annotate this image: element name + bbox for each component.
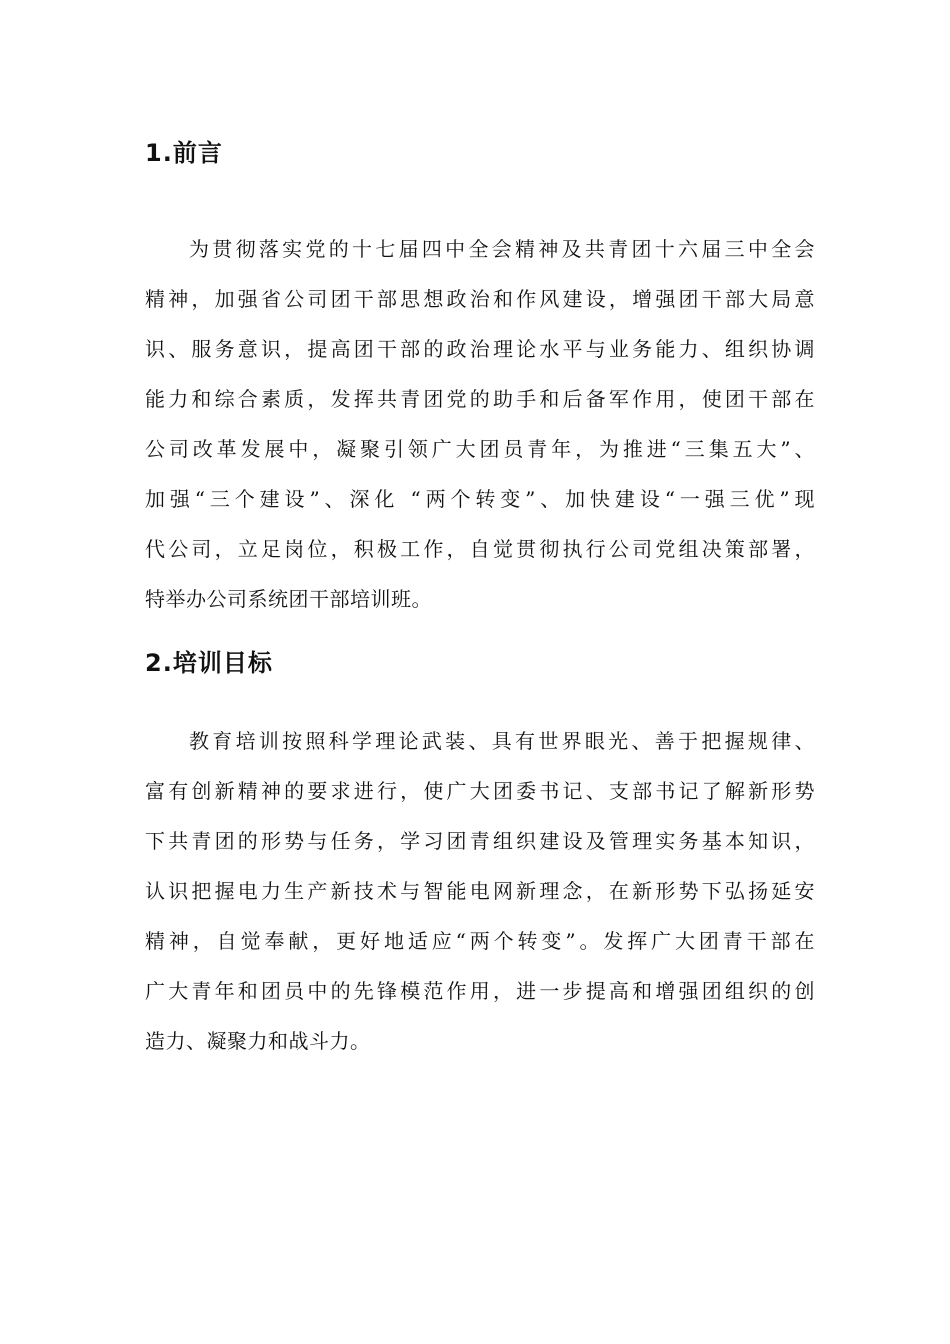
paragraph-line: 能力和综合素质，发挥共青团党的助手和后备军作用，使团干部在: [145, 387, 815, 411]
paragraph-line: 下共青团的形势与任务，学习团青组织建设及管理实务基本知识，: [145, 829, 815, 853]
paragraph-line: 代公司，立足岗位，积极工作，自觉贯彻执行公司党组决策部署，: [145, 537, 815, 561]
paragraph-line: 精神，自觉奉献，更好地适应“两个转变”。发挥广大团青干部在: [145, 929, 815, 953]
section-heading-preface: 1.前言: [145, 139, 223, 167]
paragraph-line: 精神，加强省公司团干部思想政治和作风建设，增强团干部大局意: [145, 287, 815, 311]
section-heading-training-goals: 2.培训目标: [145, 649, 273, 677]
section-preface: [145, 134, 815, 624]
paragraph-line: 广大青年和团员中的先锋模范作用，进一步提高和增强团组织的创: [145, 979, 815, 1003]
paragraph-line: 富有创新精神的要求进行，使广大团委书记、支部书记了解新形势: [145, 779, 815, 803]
paragraph-line: 教育培训按照科学理论武装、具有世界眼光、善于把握规律、: [189, 729, 815, 753]
paragraph-line: 加强“三个建设”、深化 “两个转变”、加快建设“一强三优”现: [145, 487, 815, 511]
paragraph-training-goals: [145, 716, 815, 1066]
paragraph-line: 为贯彻落实党的十七届四中全会精神及共青团十六届三中全会: [189, 237, 815, 261]
paragraph-line: 公司改革发展中，凝聚引领广大团员青年，为推进“三集五大”、: [145, 437, 815, 461]
section-training-goals: [145, 644, 815, 1066]
paragraph-line: 识、服务意识，提高团干部的政治理论水平与业务能力、组织协调: [145, 337, 815, 361]
paragraph-preface: [145, 224, 815, 624]
paragraph-line: 认识把握电力生产新技术与智能电网新理念，在新形势下弘扬延安: [145, 879, 815, 903]
paragraph-line: 特举办公司系统团干部培训班。: [145, 587, 432, 611]
paragraph-line: 造力、凝聚力和战斗力。: [145, 1029, 371, 1053]
